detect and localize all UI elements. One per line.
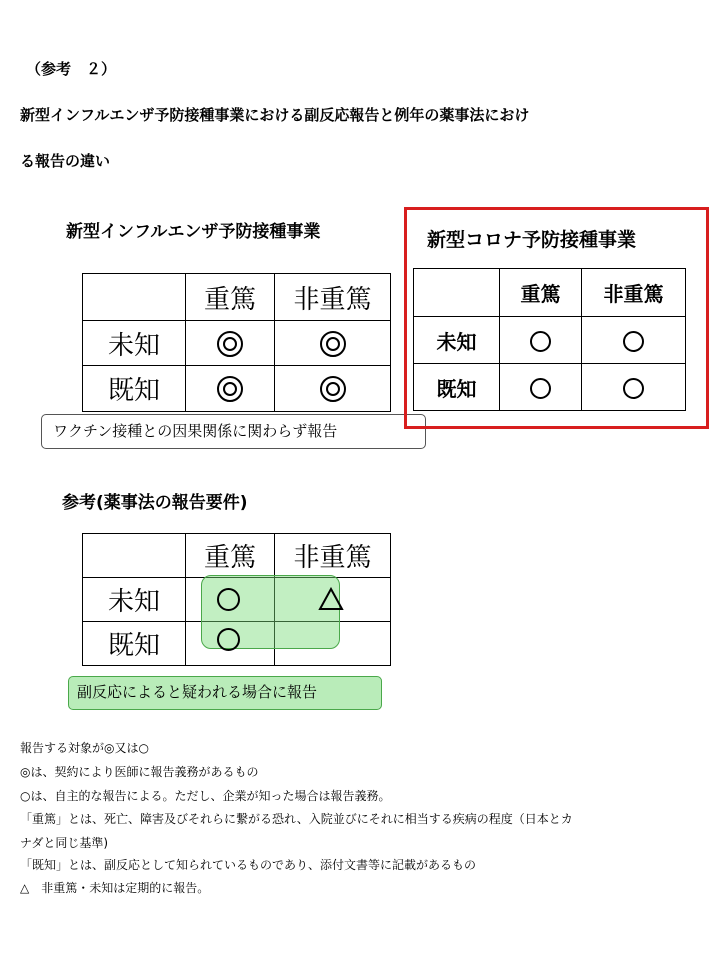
pharma-row-label-unknown: 未知 — [83, 578, 186, 622]
double-circle-icon — [320, 331, 346, 357]
triangle-icon — [318, 587, 344, 611]
note-line: ◎は、契約により医師に報告義務があるもの — [20, 765, 259, 779]
note-line: 「重篤」とは、死亡、障害及びそれらに繋がる恐れ、入院並びにそれに相当する疾病の程度（日本とカ — [20, 812, 573, 826]
flu-col-header-nonserious: 非重篤 — [275, 274, 391, 321]
corona-col-header-nonserious: 非重篤 — [582, 269, 686, 317]
double-circle-icon — [217, 331, 243, 357]
flu-corner-cell — [83, 274, 186, 321]
corona-cell-unknown-nonserious — [582, 317, 686, 364]
flu-table — [82, 273, 391, 412]
pharma-col-header-nonserious: 非重篤 — [275, 534, 391, 578]
corona-row-label-known: 既知 — [414, 364, 500, 411]
pharma-row-label-known: 既知 — [83, 622, 186, 666]
corona-corner-cell — [414, 269, 500, 317]
circle-icon — [217, 588, 240, 611]
flu-cell-known-nonserious — [275, 366, 391, 412]
note-line: 報告する対象が◎又は○ — [20, 741, 149, 755]
page-title-line2: る報告の違い — [20, 152, 111, 170]
corona-cell-known-nonserious — [582, 364, 686, 411]
circle-icon — [623, 378, 644, 399]
reference-label: （参考 ２） — [26, 60, 117, 78]
flu-cell-unknown-nonserious — [275, 321, 391, 366]
circle-icon — [217, 628, 240, 651]
circle-icon — [623, 331, 644, 352]
double-circle-icon — [217, 376, 243, 402]
flu-table-title: 新型インフルエンザ予防接種事業 — [66, 222, 321, 242]
double-circle-icon — [320, 376, 346, 402]
corona-table-title: 新型コロナ予防接種事業 — [427, 229, 637, 251]
pharma-caption: 副反応によると疑われる場合に報告 — [68, 676, 382, 710]
pharma-col-header-serious: 重篤 — [186, 534, 275, 578]
flu-row-label-unknown: 未知 — [83, 321, 186, 366]
pharma-table-title: 参考(薬事法の報告要件) — [62, 493, 248, 513]
note-line: △ 非重篤・未知は定期的に報告。 — [20, 881, 210, 895]
corona-cell-known-serious — [500, 364, 582, 411]
circle-icon — [530, 378, 551, 399]
pharma-corner-cell — [83, 534, 186, 578]
corona-col-header-serious: 重篤 — [500, 269, 582, 317]
flu-caption: ワクチン接種との因果関係に関わらず報告 — [41, 414, 426, 449]
flu-cell-known-serious — [186, 366, 275, 412]
corona-row-label-unknown: 未知 — [414, 317, 500, 364]
corona-table — [413, 268, 686, 411]
note-line: ナダと同じ基準) — [20, 836, 109, 850]
page-title-line1: 新型インフルエンザ予防接種事業における副反応報告と例年の薬事法におけ — [20, 106, 530, 124]
note-line: ○は、自主的な報告による。ただし、企業が知った場合は報告義務。 — [20, 789, 391, 803]
flu-col-header-serious: 重篤 — [186, 274, 275, 321]
flu-row-label-known: 既知 — [83, 366, 186, 412]
flu-cell-unknown-serious — [186, 321, 275, 366]
corona-cell-unknown-serious — [500, 317, 582, 364]
circle-icon — [530, 331, 551, 352]
note-line: 「既知」とは、副反応として知られているものであり、添付文書等に記載があるもの — [20, 858, 477, 872]
